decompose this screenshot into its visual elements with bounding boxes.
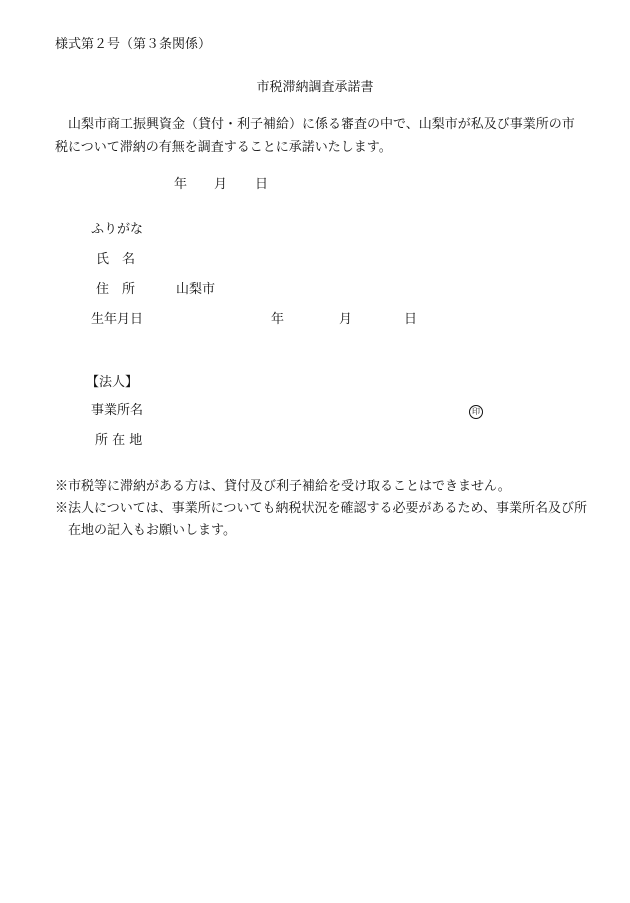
date-day-label: 日 xyxy=(255,177,269,192)
date-year-label: 年 xyxy=(174,177,188,192)
note-delinquency: ※市税等に滞納がある方は、貸付及び利子補給を受け取ることはできません。 xyxy=(55,479,511,494)
seal-stamp-icon: 印 xyxy=(469,405,483,419)
name-label: 氏 名 xyxy=(96,252,136,267)
birth-year-label: 年 xyxy=(271,312,285,327)
birth-month-label: 月 xyxy=(339,312,353,327)
birthdate-label: 生年月日 xyxy=(91,312,144,327)
date-month-label: 月 xyxy=(214,177,228,192)
corporation-heading: 【法人】 xyxy=(86,375,139,390)
address-prefix: 山梨市 xyxy=(176,282,216,297)
document-title: 市税滞納調査承諾書 xyxy=(256,80,374,95)
furigana-label: ふりがな xyxy=(91,222,144,237)
form-number: 様式第２号（第３条関係） xyxy=(55,37,212,52)
note-corporation: ※法人については、事業所についても納税状況を確認する必要があるため、事業所名及び所在地の記入もお願いします。 xyxy=(55,501,587,538)
office-location-label: 所 在 地 xyxy=(95,433,143,448)
address-label: 住 所 xyxy=(96,282,136,297)
office-name-label: 事業所名 xyxy=(91,403,144,418)
birth-day-label: 日 xyxy=(404,312,418,327)
seal-mark xyxy=(469,404,483,419)
consent-statement: 山梨市商工振興資金（貸付・利子補給）に係る審査の中で、山梨市が私及び事業所の市税について滞納の有無を調査することに承諾いたします。 xyxy=(55,117,575,155)
